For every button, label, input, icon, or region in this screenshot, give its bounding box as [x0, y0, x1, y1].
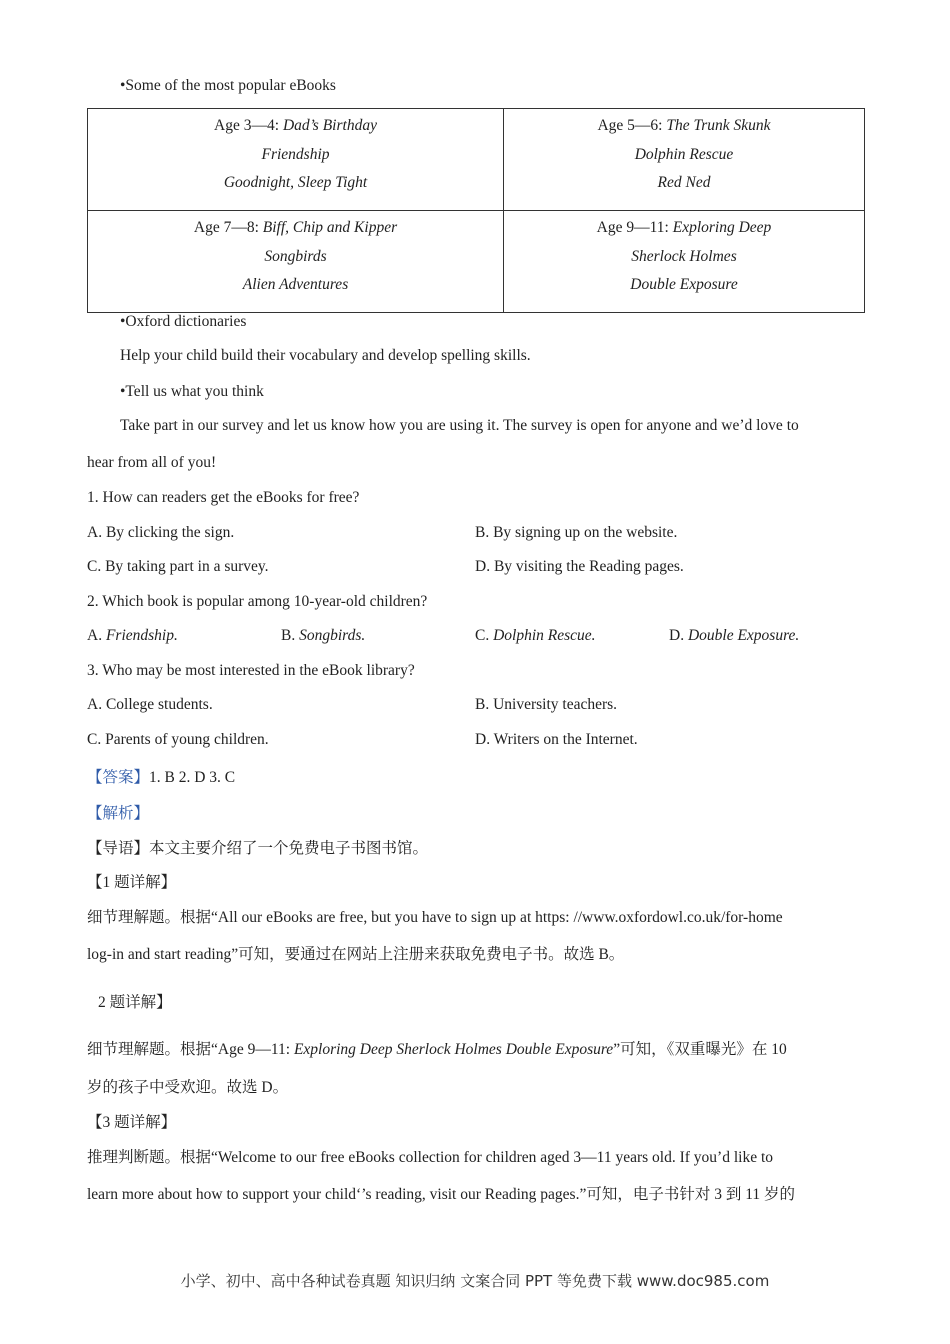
- book-title: Biff, Chip and Kipper: [262, 219, 398, 236]
- detail-2-line-1: [87, 1037, 787, 1059]
- popular-ebooks-table: [87, 108, 865, 313]
- detail-text: 细节理解题。根据“Age 9—11:: [87, 1041, 294, 1058]
- dictionaries-text: Help your child build their vocabulary and develop spelling skills.: [120, 347, 531, 364]
- detail-3-label: 【3 题详解】: [87, 1114, 177, 1131]
- question-1: 1. How can readers get the eBooks for free?: [87, 489, 360, 506]
- q2-option-a: [87, 627, 178, 645]
- table-cell-age-9-11: [504, 211, 865, 313]
- table-row: [88, 109, 865, 211]
- detail-text: ”可知，《双重曝光》在 10: [613, 1041, 787, 1058]
- option-letter: A.: [87, 627, 106, 644]
- age-label: Age 5—6:: [597, 117, 667, 134]
- detail-1-label: 【1 题详解】: [87, 874, 177, 891]
- q3-option-a: A. College students.: [87, 696, 213, 713]
- q2-option-b: [281, 627, 365, 645]
- book-title: Double Exposure: [630, 276, 738, 293]
- book-title: Exploring Deep: [672, 219, 772, 236]
- book-title: Goodnight, Sleep Tight: [223, 174, 368, 191]
- table-row: [88, 211, 865, 313]
- q3-option-b: B. University teachers.: [475, 696, 618, 713]
- survey-text-line-2: hear from all of you!: [87, 454, 217, 471]
- q1-option-c: C. By taking part in a survey.: [87, 558, 269, 575]
- detail-3-line-2: learn more about how to support your child‘’s reading, visit our Reading pages.”可知，电子书针对 3 到 11 岁的: [87, 1186, 796, 1203]
- age-label: Age 3—4:: [214, 117, 283, 134]
- age-label: Age 7—8:: [193, 219, 263, 236]
- table-cell-age-5-6: [504, 109, 865, 211]
- book-title: Alien Adventures: [242, 276, 349, 293]
- option-text: Songbirds.: [299, 627, 366, 644]
- q1-option-a: A. By clicking the sign.: [87, 524, 235, 541]
- section-bullet-dictionaries: •Oxford dictionaries: [120, 313, 247, 330]
- option-letter: B.: [281, 627, 300, 644]
- q1-option-d: D. By visiting the Reading pages.: [475, 558, 684, 575]
- detail-2-line-2: 岁的孩子中受欢迎。故选 D。: [87, 1079, 289, 1096]
- detail-2-label: 2 题详解】: [98, 994, 172, 1011]
- option-text: Double Exposure.: [687, 627, 800, 644]
- section-bullet-popular-ebooks: •Some of the most popular eBooks: [120, 77, 336, 94]
- section-bullet-survey: •Tell us what you think: [120, 383, 264, 400]
- age-label: Age 9—11:: [596, 219, 673, 236]
- detail-1-line-1: 细节理解题。根据“All our eBooks are free, but you have to sign up at https: //www.oxfordowl.co.uk/for-home: [87, 909, 783, 926]
- detail-quote: Exploring Deep Sherlock Holmes Double Exposure: [293, 1041, 614, 1058]
- book-title: The Trunk Skunk: [666, 117, 771, 134]
- answer-label: 【答案】: [87, 769, 150, 786]
- q3-option-c: C. Parents of young children.: [87, 731, 269, 748]
- table-cell-age-7-8: [88, 211, 504, 313]
- option-text: Dolphin Rescue.: [493, 627, 596, 644]
- q2-option-d: [669, 627, 799, 645]
- q1-option-b: B. By signing up on the website.: [475, 524, 678, 541]
- q3-option-d: D. Writers on the Internet.: [475, 731, 638, 748]
- option-text: Friendship.: [105, 627, 178, 644]
- book-title: Sherlock Holmes: [631, 247, 737, 265]
- table-cell-age-3-4: [88, 109, 504, 211]
- book-title: Friendship: [261, 145, 330, 163]
- detail-3-line-1: 推理判断题。根据“Welcome to our free eBooks collection for children aged 3—11 years old. If you’d like to: [87, 1149, 774, 1166]
- question-3: 3. Who may be most interested in the eBook library?: [87, 662, 415, 679]
- answer-line: [87, 765, 235, 787]
- option-letter: C.: [475, 627, 494, 644]
- book-title: Red Ned: [657, 174, 711, 191]
- guide-text: 【导语】本文主要介绍了一个免费电子书图书馆。: [87, 840, 429, 857]
- analysis-label: 【解析】: [87, 805, 150, 822]
- page-footer: 小学、初中、高中各种试卷真题 知识归纳 文案合同 PPT 等免费下载 www.doc985.com: [180, 1272, 770, 1290]
- book-title: Dolphin Rescue: [634, 145, 734, 163]
- q2-option-c: [475, 627, 596, 645]
- option-letter: D.: [669, 627, 688, 644]
- book-title: Songbirds: [264, 247, 327, 265]
- question-2: 2. Which book is popular among 10-year-old children?: [87, 593, 428, 610]
- survey-text-line-1: Take part in our survey and let us know how you are using it. The survey is open for anyone and we’d love to: [120, 417, 799, 434]
- book-title: Dad’s Birthday: [282, 117, 377, 134]
- answer-text: 1. B 2. D 3. C: [149, 769, 236, 786]
- detail-1-line-2: log-in and start reading”可知，要通过在网站上注册来获取免费电子书。故选 B。: [87, 946, 625, 963]
